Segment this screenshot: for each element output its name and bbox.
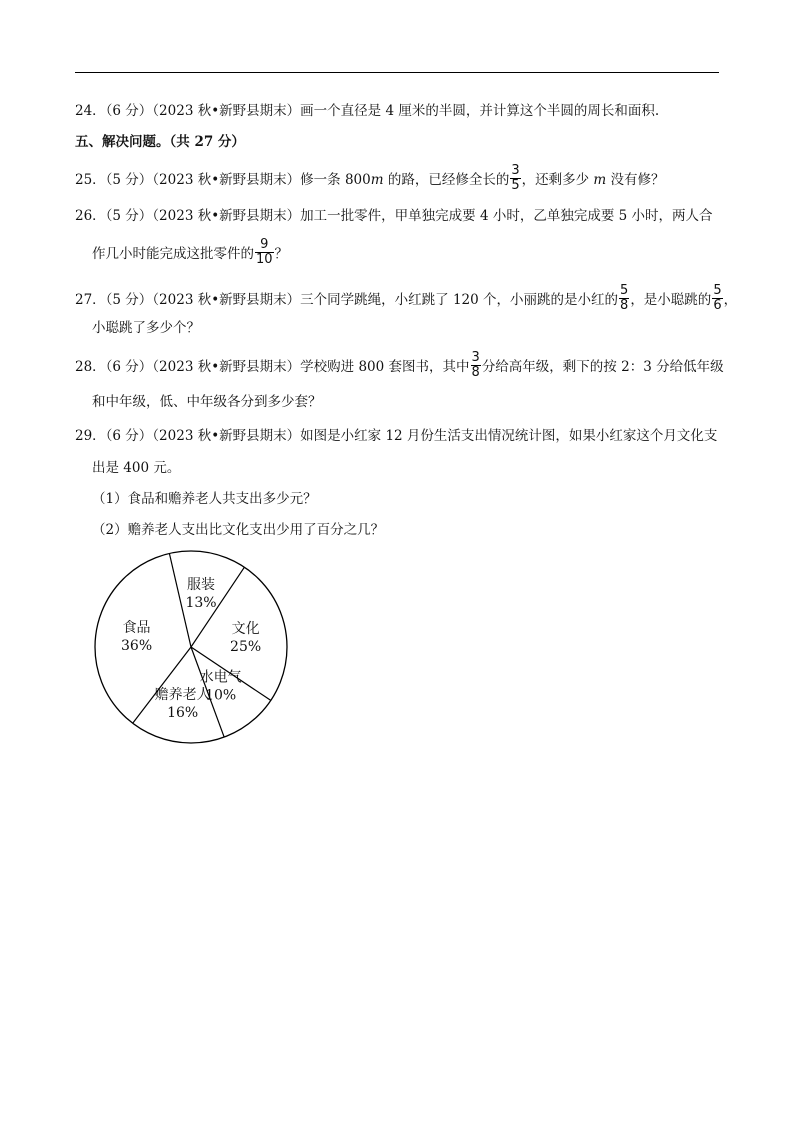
question-25 [75,163,665,195]
q27-fraction-1 [619,284,629,313]
question-29-sub-2 [92,520,384,540]
q27-frac1-num: 5 [620,283,629,298]
pie-slice-percent: 13% [185,595,217,612]
pie-slice-percent: 16% [167,705,199,722]
q25-unit-2: m [593,172,607,188]
q25-middle: 的路，已经修全长的 [383,172,510,188]
question-27-line-2 [92,318,200,338]
question-26-line-1 [75,206,713,226]
q25-fraction [510,164,520,193]
q27-frac1-den: 8 [620,298,629,313]
q25-after: ，还剩多少 [521,172,594,188]
q28-line-2: 和中年级，低、中年级各分到多少套？ [92,394,322,410]
question-24-text: 24．（6 分）（2023 秋•新野县期末）画一个直径是 4 厘米的半圆，并计算这个半圆的周长和面积. [75,103,660,119]
pie-slice-percent: 36% [121,638,153,655]
pie-slice-name: 文化 [231,621,260,638]
q25-end: 没有修？ [606,172,665,188]
q25-before: 25．（5 分）（2023 秋•新野县期末）修一条 800 [75,172,371,188]
q27-line-1-middle: ，是小聪跳的 [630,292,712,308]
q29-sub-2: （2）赡养老人支出比文化支出少用了百分之几？ [92,522,385,538]
pie-slice-name: 食品 [122,620,151,637]
q28-frac-num: 3 [471,350,480,365]
pie-slice-percent: 25% [230,639,262,656]
question-24 [75,101,659,121]
q27-line-2: 小聪跳了多少个？ [92,320,200,336]
pie-slice-name: 水电气 [199,669,242,686]
q28-fraction [471,351,481,380]
pie-slice-name: 服装 [187,577,216,594]
q29-line-1: 29．（6 分）（2023 秋•新野县期末）如图是小红家 12 月份生活支出情况统计图，如果小红家这个月文化支 [75,428,718,444]
q27-fraction-2 [712,284,722,313]
q28-line-1-after: 分给高年级，剩下的按 2：3 分给低年级 [481,359,724,375]
q26-line-2-before: 作几小时能完成这批零件的 [92,246,254,262]
q27-frac2-num: 5 [713,283,722,298]
q26-frac-num: 9 [260,237,269,252]
question-29-line-1 [75,426,717,446]
q25-unit-1: m [370,172,384,188]
section-title [75,132,245,152]
q29-sub-1: （1）食品和赡养老人共支出多少元？ [92,491,317,507]
question-26-line-2 [92,237,289,269]
q25-frac-num: 3 [511,163,520,178]
pie-slice-percent: 10% [205,687,237,704]
question-29-line-2 [92,458,180,478]
q28-line-1-before: 28．（6 分）（2023 秋•新野县期末）学校购进 800 套图书，其中 [75,359,470,375]
q28-frac-den: 8 [471,365,480,380]
q27-line-1-after: ， [723,292,738,308]
question-29-sub-1 [92,489,317,509]
question-27-line-1 [75,283,738,315]
q26-frac-den: 10 [256,252,273,267]
pie-chart [90,550,295,745]
q25-frac-den: 5 [511,178,520,193]
header-rule [75,72,719,73]
question-28-line-2 [92,392,322,412]
q29-line-2: 出是 400 元。 [92,460,181,476]
pie-slice-name: 赡养老人 [154,687,211,704]
q26-line-1: 26．（5 分）（2023 秋•新野县期末）加工一批零件，甲单独完成要 4 小时，乙单独完成要 5 小时，两人合 [75,208,713,224]
q26-fraction [255,238,274,267]
q27-line-1-before: 27．（5 分）（2023 秋•新野县期末）三个同学跳绳，小红跳了 120 个，小丽跳的是小红的 [75,292,619,308]
q27-frac2-den: 6 [713,298,722,313]
question-28-line-1 [75,350,724,382]
section-5-title: 五、解决问题。（共 27 分） [75,134,245,150]
q26-line-2-after: ？ [274,246,289,262]
